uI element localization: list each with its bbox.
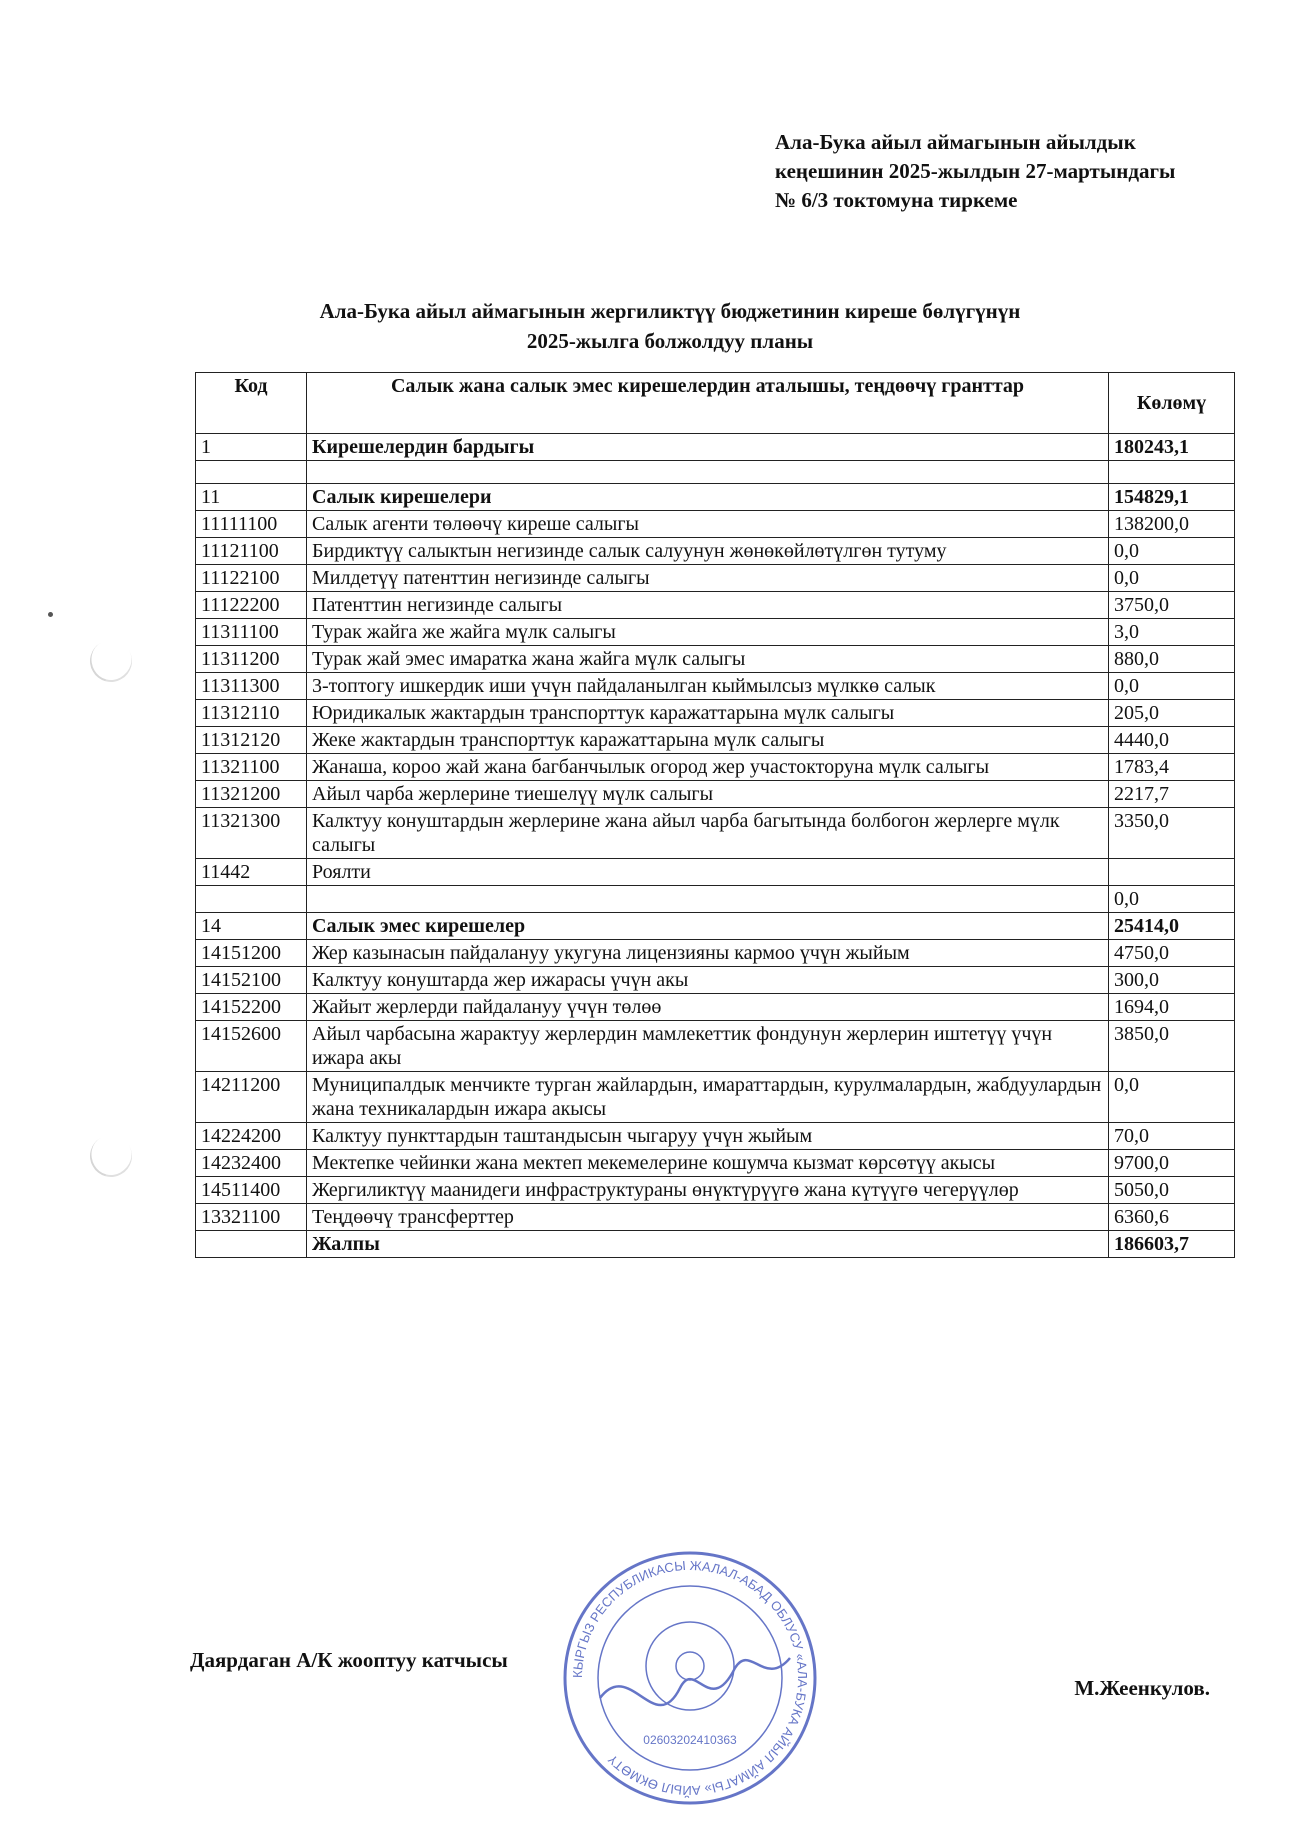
amount-cell: 4440,0: [1109, 727, 1235, 754]
amount-cell: 3750,0: [1109, 592, 1235, 619]
name-cell: Салык эмес кирешелер: [307, 913, 1109, 940]
punch-hole-mark: [82, 632, 139, 689]
amount-cell: 6360,6: [1109, 1204, 1235, 1231]
annex-line: кеңешинин 2025-жылдын 27-мартындагы: [775, 159, 1176, 183]
table-row: [196, 434, 1235, 461]
table-row: [196, 646, 1235, 673]
amount-cell: 3350,0: [1109, 808, 1235, 859]
table-row: [196, 619, 1235, 646]
name-cell: Мектепке чейинки жана мектеп мекемелерине кошумча кызмат көрсөтүү акысы: [307, 1150, 1109, 1177]
amount-cell: 138200,0: [1109, 511, 1235, 538]
table-row: [196, 565, 1235, 592]
code-cell: 14511400: [196, 1177, 307, 1204]
table-row: [196, 808, 1235, 859]
code-cell: 11111100: [196, 511, 307, 538]
amount-cell: 2217,7: [1109, 781, 1235, 808]
title-line: 2025-жылга болжолдуу планы: [526, 329, 814, 353]
table-row: [196, 592, 1235, 619]
table-row: [196, 1021, 1235, 1072]
revenue-plan-table: [195, 372, 1235, 1258]
name-cell: Турак жай эмес имаратка жана жайга мүлк салыгы: [307, 646, 1109, 673]
prepared-by-label: Даярдаган А/К жооптуу катчысы: [190, 1648, 508, 1672]
spacer-row: [196, 461, 1235, 484]
name-cell: Муниципалдык менчикте турган жайлардын, имараттардын, курулмалардын, жабдуулардын жана техникалардын ижара акысы: [307, 1072, 1109, 1123]
table-row: [196, 673, 1235, 700]
code-cell: 11312110: [196, 700, 307, 727]
code-cell: 11122200: [196, 592, 307, 619]
code-cell: 14152200: [196, 994, 307, 1021]
amount-cell: 5050,0: [1109, 1177, 1235, 1204]
name-cell: [307, 461, 1109, 484]
code-cell: 14211200: [196, 1072, 307, 1123]
name-cell: Милдетүү патенттин негизинде салыгы: [307, 565, 1109, 592]
code-cell: 14151200: [196, 940, 307, 967]
amount-cell: 154829,1: [1109, 484, 1235, 511]
table-row: [196, 484, 1235, 511]
table-row: [196, 754, 1235, 781]
amount-cell: 0,0: [1109, 1072, 1235, 1123]
name-cell: Калктуу конуштарда жер ижарасы үчүн акы: [307, 967, 1109, 994]
code-cell: 11: [196, 484, 307, 511]
amount-cell: [1109, 859, 1235, 886]
seal-circular-text: КЫРГЫЗ РЕСПУБЛИКАСЫ ЖАЛАЛ-АБАД ОБЛУСУ «АЛА-БУКА АЙЫЛ АЙМАГЫ» АЙЫЛ ӨКМӨТҮ: [569, 1557, 811, 1799]
name-cell: Жеке жактардын транспорттук каражаттарына мүлк салыгы: [307, 727, 1109, 754]
table-row: [196, 994, 1235, 1021]
table-row: [196, 1204, 1235, 1231]
table-row: [196, 967, 1235, 994]
punch-hole-mark: [82, 1127, 139, 1184]
name-cell: Калктуу конуштардын жерлерине жана айыл чарба багытында болбогон жерлерге мүлк салыгы: [307, 808, 1109, 859]
amount-cell: 180243,1: [1109, 434, 1235, 461]
amount-cell: 880,0: [1109, 646, 1235, 673]
table-body: [196, 434, 1235, 1258]
title-line: Ала-Бука айыл аймагынын жергиликтүү бюджетинин киреше бөлүгүнүн: [319, 299, 1021, 323]
seal-number: 02603202410363: [643, 1733, 737, 1747]
code-cell: 14152600: [196, 1021, 307, 1072]
amount-cell: 1783,4: [1109, 754, 1235, 781]
name-cell: Айыл чарба жерлерине тиешелүү мүлк салыгы: [307, 781, 1109, 808]
amount-cell: [1109, 461, 1235, 484]
table-row: [196, 1123, 1235, 1150]
name-cell: Турак жайга же жайга мүлк салыгы: [307, 619, 1109, 646]
spacer-row: [196, 886, 1235, 913]
amount-cell: 0,0: [1109, 538, 1235, 565]
column-header-name: Салык жана салык эмес кирешелердин аталышы, теңдөөчү гранттар: [307, 373, 1109, 434]
annex-reference: [775, 128, 1255, 215]
seal-emblem: [646, 1622, 734, 1710]
table-header-row: [196, 373, 1235, 434]
code-cell: [196, 461, 307, 484]
amount-cell: 0,0: [1109, 565, 1235, 592]
column-header-code: Код: [196, 373, 307, 434]
name-cell: Патенттин негизинде салыгы: [307, 592, 1109, 619]
name-cell: Айыл чарбасына жарактуу жерлердин мамлекеттик фондунун жерлерин иштетүү үчүн ижара акы: [307, 1021, 1109, 1072]
code-cell: 11121100: [196, 538, 307, 565]
table-row: [196, 538, 1235, 565]
seal-emblem-sun: [676, 1652, 704, 1680]
name-cell: Жер казынасын пайдалануу укугуна лицензияны кармоо үчүн жыйым: [307, 940, 1109, 967]
annex-line: Ала-Бука айыл аймагынын айылдык: [775, 130, 1136, 154]
name-cell: Теңдөөчү трансферттер: [307, 1204, 1109, 1231]
amount-cell: 3,0: [1109, 619, 1235, 646]
document-title: [230, 296, 1110, 356]
name-cell: [307, 886, 1109, 913]
code-cell: 13321100: [196, 1204, 307, 1231]
amount-cell: 1694,0: [1109, 994, 1235, 1021]
amount-cell: 186603,7: [1109, 1231, 1235, 1258]
name-cell: Юридикалык жактардын транспорттук каражаттарына мүлк салыгы: [307, 700, 1109, 727]
handwritten-signature: [600, 1658, 790, 1705]
code-cell: 11442: [196, 859, 307, 886]
code-cell: 11321300: [196, 808, 307, 859]
name-cell: Жалпы: [307, 1231, 1109, 1258]
code-cell: 14152100: [196, 967, 307, 994]
code-cell: 11311200: [196, 646, 307, 673]
code-cell: 11321200: [196, 781, 307, 808]
amount-cell: 25414,0: [1109, 913, 1235, 940]
amount-cell: 70,0: [1109, 1123, 1235, 1150]
code-cell: 11311300: [196, 673, 307, 700]
annex-line: № 6/3 токтомуна тиркеме: [775, 188, 1018, 212]
total-row: [196, 1231, 1235, 1258]
name-cell: Кирешелердин бардыгы: [307, 434, 1109, 461]
table-row: [196, 700, 1235, 727]
table-row: [196, 727, 1235, 754]
table-row: [196, 1150, 1235, 1177]
amount-cell: 4750,0: [1109, 940, 1235, 967]
code-cell: 14224200: [196, 1123, 307, 1150]
table-row: [196, 781, 1235, 808]
code-cell: 1: [196, 434, 307, 461]
code-cell: [196, 1231, 307, 1258]
official-seal-stamp: [560, 1548, 820, 1808]
name-cell: Калктуу пункттардын таштандысын чыгаруу үчүн жыйым: [307, 1123, 1109, 1150]
name-cell: 3-топтогу ишкердик иши үчүн пайдаланылган кыймылсыз мүлккө салык: [307, 673, 1109, 700]
name-cell: Бирдиктүү салыктын негизинде салык салуунун жөнөкөйлөтүлгөн тутуму: [307, 538, 1109, 565]
code-cell: [196, 886, 307, 913]
name-cell: Роялти: [307, 859, 1109, 886]
amount-cell: 300,0: [1109, 967, 1235, 994]
column-header-amount: Көлөмү: [1109, 373, 1235, 434]
name-cell: Жанаша, короо жай жана багбанчылык огород жер участокторуна мүлк салыгы: [307, 754, 1109, 781]
scan-speck: [48, 612, 53, 617]
code-cell: 11312120: [196, 727, 307, 754]
name-cell: Жайыт жерлерди пайдалануу үчүн төлөө: [307, 994, 1109, 1021]
amount-cell: 3850,0: [1109, 1021, 1235, 1072]
table-row: [196, 1177, 1235, 1204]
name-cell: Салык кирешелери: [307, 484, 1109, 511]
amount-cell: 0,0: [1109, 673, 1235, 700]
table-row: [196, 913, 1235, 940]
name-cell: Жергиликтүү маанидеги инфраструктураны өнүктүрүүгө жана күтүүгө чегерүүлөр: [307, 1177, 1109, 1204]
table-row: [196, 1072, 1235, 1123]
amount-cell: 0,0: [1109, 886, 1235, 913]
amount-cell: 9700,0: [1109, 1150, 1235, 1177]
signatory-name: М.Жеенкулов.: [1074, 1676, 1210, 1700]
code-cell: 11122100: [196, 565, 307, 592]
code-cell: 11311100: [196, 619, 307, 646]
code-cell: 14232400: [196, 1150, 307, 1177]
code-cell: 14: [196, 913, 307, 940]
code-cell: 11321100: [196, 754, 307, 781]
table-row: [196, 511, 1235, 538]
table-row: [196, 940, 1235, 967]
name-cell: Салык агенти төлөөчү киреше салыгы: [307, 511, 1109, 538]
amount-cell: 205,0: [1109, 700, 1235, 727]
table-row: [196, 859, 1235, 886]
